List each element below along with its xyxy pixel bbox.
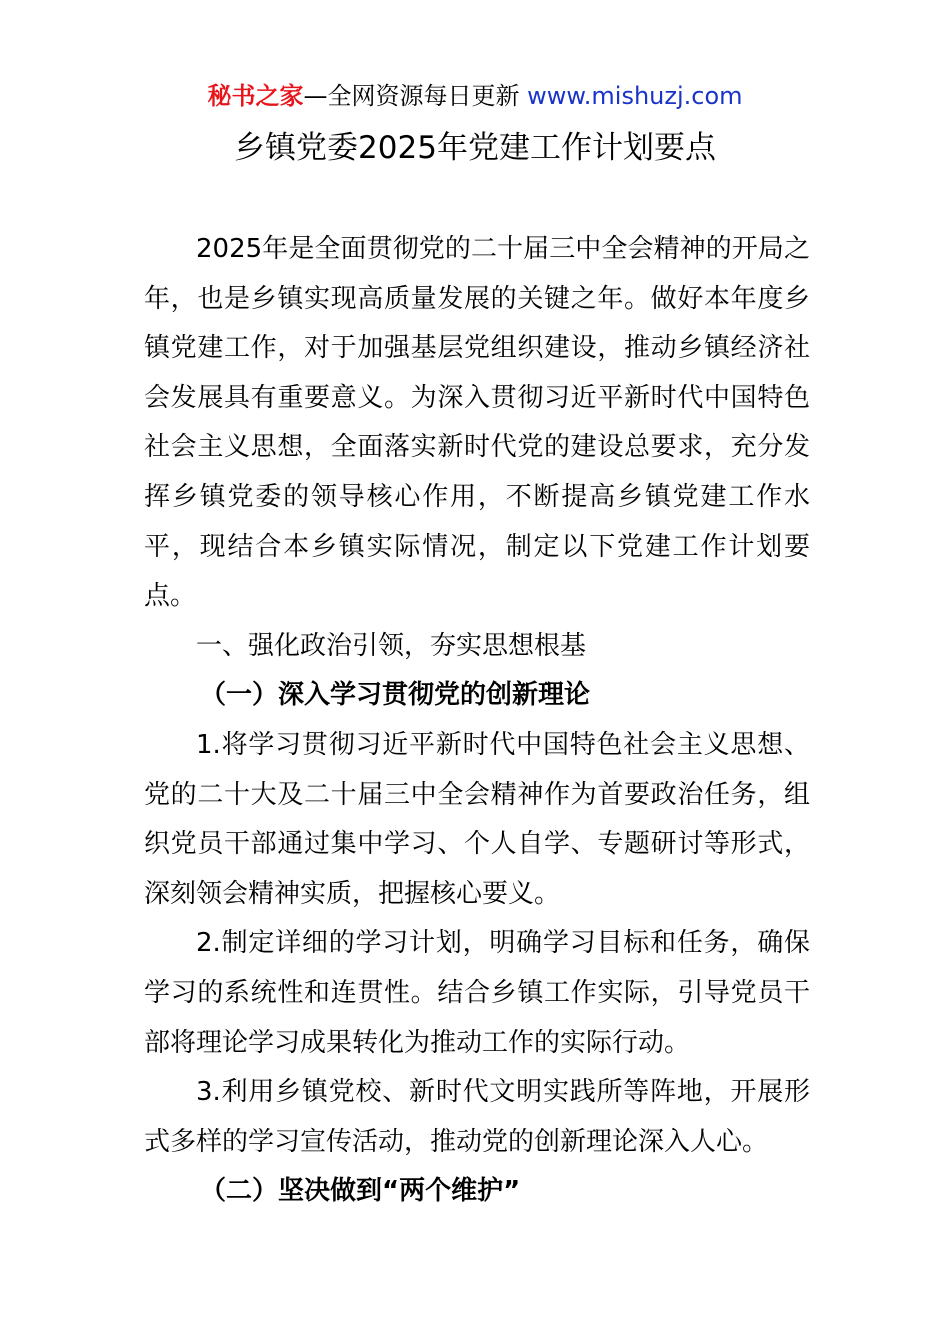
banner-slogan: —全网资源每日更新 [303, 82, 528, 110]
subsection-heading-1: （一）深入学习贯彻党的创新理论 [200, 680, 591, 711]
intro-paragraph: 2025年是全面贯彻党的二十届三中全会精神的开局之年，也是乡镇实现高质量发展的关键之年。做好本年度乡镇党建工作，对于加强基层党组织建设，推动乡镇经济社会发展具有重要意义。为深入贯彻习近平新时代中国特色社会主义思想，全面落实新时代党的建设总要求，充分发挥乡镇党委的领导核心作用，不断提高乡镇党建工作水平，现结合本乡镇实际情况，制定以下党建工作计划要点。 [144, 234, 810, 612]
list-item-2: 2.制定详细的学习计划，明确学习目标和任务，确保学习的系统性和连贯性。结合乡镇工作实际，引导党员干部将理论学习成果转化为推动工作的实际行动。 [144, 928, 810, 1058]
document-title: 乡镇党委2025年党建工作计划要点 [234, 130, 716, 166]
section-heading-1: 一、强化政治引领，夯实思想根基 [196, 630, 587, 661]
list-item-1: 1.将学习贯彻习近平新时代中国特色社会主义思想、党的二十大及二十届三中全会精神作为首要政治任务，组织党员干部通过集中学习、个人自学、专题研讨等形式，深刻领会精神实质，把握核心要义。 [144, 729, 810, 909]
list-item-3: 3.利用乡镇党校、新时代文明实践所等阵地，开展形式多样的学习宣传活动，推动党的创新理论深入人心。 [144, 1077, 810, 1157]
document-body [144, 225, 810, 1217]
brand-name: 秘书之家 [207, 82, 304, 110]
subsection-heading-2: （二）坚决做到“两个维护” [200, 1176, 521, 1207]
site-url-link[interactable]: www.mishuzj.com [527, 82, 743, 110]
site-banner [0, 80, 950, 112]
